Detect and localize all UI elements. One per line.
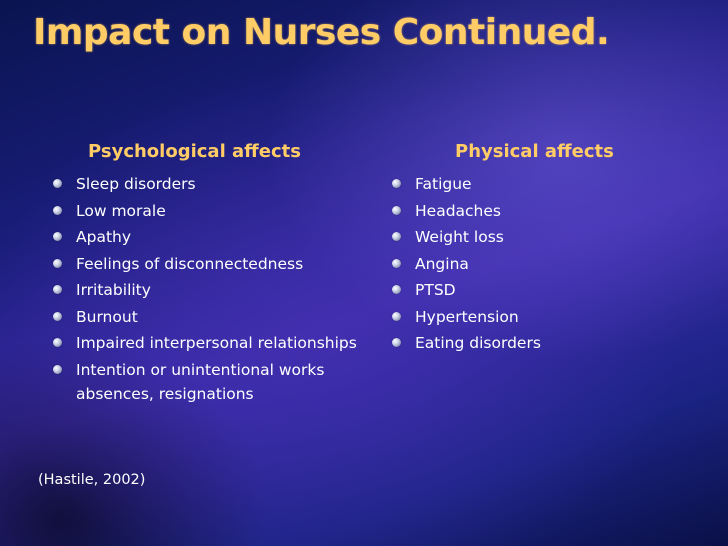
bullet-icon (392, 259, 401, 268)
list-item-text: Burnout (76, 307, 138, 326)
bullet-icon (392, 338, 401, 347)
list-item (391, 252, 691, 276)
list-item (52, 199, 362, 223)
bullet-icon (392, 206, 401, 215)
list-item-text: Intention or unintentional works absences, resignations (76, 360, 325, 403)
bullet-icon (53, 232, 62, 241)
slide-title: Impact on Nurses Continued. (33, 12, 610, 53)
list-item (52, 305, 362, 329)
list-item (52, 225, 362, 249)
list-item-text: PTSD (415, 281, 456, 299)
list-item-text: Irritability (76, 281, 151, 299)
list-item (52, 331, 362, 355)
list-item-text: Apathy (76, 228, 132, 246)
bullet-icon (53, 259, 62, 268)
bullet-icon (53, 179, 62, 188)
bullet-icon (53, 312, 62, 321)
bullet-icon (392, 312, 401, 321)
list-item (391, 225, 691, 249)
bullet-icon (53, 285, 62, 294)
physical-list (391, 172, 691, 358)
bullet-icon (53, 365, 62, 374)
list-item (52, 252, 362, 276)
bullet-icon (53, 206, 62, 215)
bullet-icon (53, 338, 62, 347)
list-item-text: Hypertension (415, 307, 519, 326)
list-item (52, 358, 362, 406)
list-item (52, 172, 362, 196)
bullet-icon (392, 179, 401, 188)
bullet-icon (392, 232, 401, 241)
list-item-text: Fatigue (415, 175, 472, 193)
psychological-list (52, 172, 362, 408)
list-item-text: Low morale (76, 201, 166, 220)
list-item-text: Eating disorders (415, 334, 541, 352)
list-item-text: Feelings of disconnectedness (76, 254, 304, 273)
list-item (391, 199, 691, 223)
list-item-text: Sleep disorders (76, 175, 196, 193)
bullet-icon (392, 285, 401, 294)
list-item (391, 278, 691, 302)
list-item-text: Weight loss (415, 228, 504, 246)
list-item-text: Impaired interpersonal relationships (76, 334, 357, 352)
list-item-text: Angina (415, 254, 469, 273)
list-item (52, 278, 362, 302)
physical-heading: Physical affects (455, 141, 614, 162)
list-item (391, 305, 691, 329)
psychological-heading: Psychological affects (88, 141, 301, 162)
list-item (391, 172, 691, 196)
list-item (391, 331, 691, 355)
list-item-text: Headaches (415, 201, 501, 220)
citation: (Hastile, 2002) (38, 472, 146, 488)
